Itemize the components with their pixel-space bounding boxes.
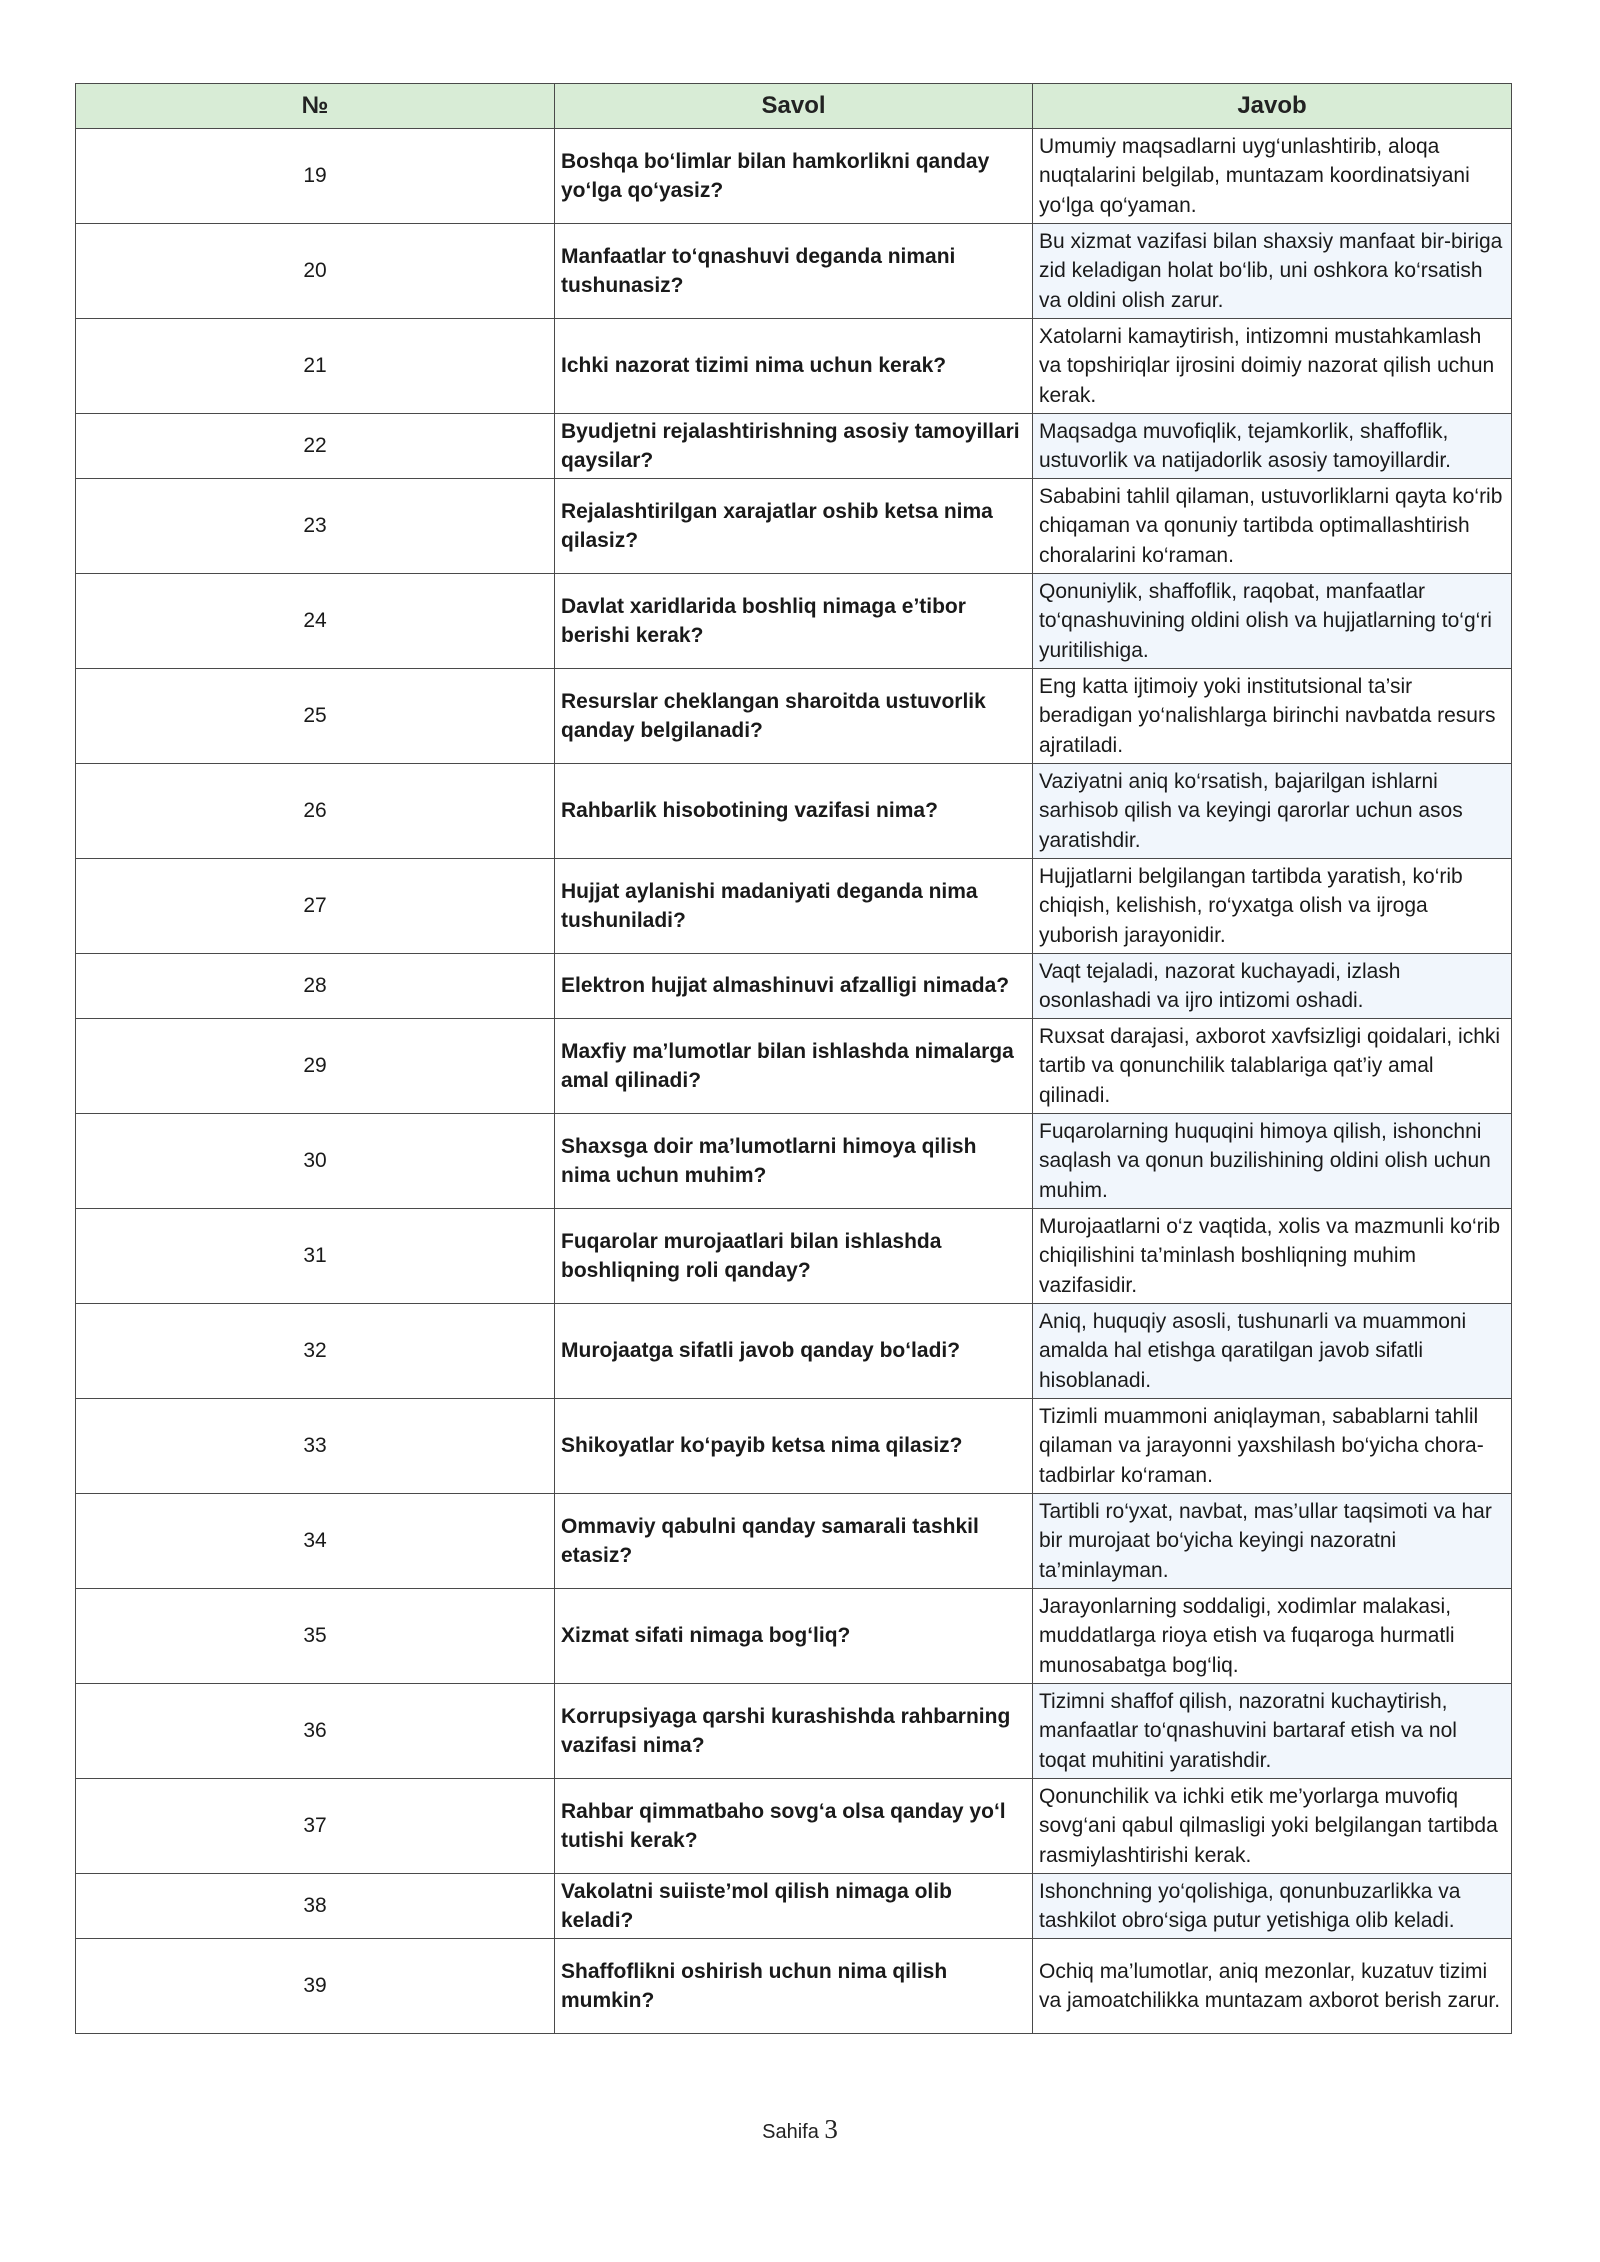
row-number: 34 [76, 1494, 555, 1589]
question-cell: Elektron hujjat almashinuvi afzalligi nimada? [555, 954, 1033, 1019]
answer-cell: Ochiq ma’lumotlar, aniq mezonlar, kuzatuv tizimi va jamoatchilikka muntazam axborot berish zarur. [1033, 1939, 1512, 2034]
row-number: 31 [76, 1209, 555, 1304]
answer-cell: Sababini tahlil qilaman, ustuvorliklarni qayta ko‘rib chiqaman va qonuniy tartibda optimallashtirish choralarini ko‘raman. [1033, 479, 1512, 574]
table-row [76, 1684, 1512, 1779]
page-number: 3 [824, 2114, 838, 2144]
answer-cell: Murojaatlarni o‘z vaqtida, xolis va mazmunli ko‘rib chiqilishini ta’minlash boshliqning muhim vazifasidir. [1033, 1209, 1512, 1304]
row-number: 25 [76, 669, 555, 764]
table-row [76, 224, 1512, 319]
question-cell: Fuqarolar murojaatlari bilan ishlashda boshliqning roli qanday? [555, 1209, 1033, 1304]
answer-cell: Bu xizmat vazifasi bilan shaxsiy manfaat bir-biriga zid keladigan holat bo‘lib, uni oshkora ko‘rsatish va oldini olish zarur. [1033, 224, 1512, 319]
answer-cell: Aniq, huquqiy asosli, tushunarli va muammoni amalda hal etishga qaratilgan javob sifatli hisoblanadi. [1033, 1304, 1512, 1399]
table-row [76, 1779, 1512, 1874]
answer-cell: Qonuniylik, shaffoflik, raqobat, manfaatlar to‘qnashuvining oldini olish va hujjatlarning to‘g‘ri yuritilishiga. [1033, 574, 1512, 669]
question-cell: Rejalashtirilgan xarajatlar oshib ketsa nima qilasiz? [555, 479, 1033, 574]
table-row [76, 1939, 1512, 2034]
answer-cell: Vaqt tejaladi, nazorat kuchayadi, izlash osonlashadi va ijro intizomi oshadi. [1033, 954, 1512, 1019]
answer-cell: Vaziyatni aniq ko‘rsatish, bajarilgan ishlarni sarhisob qilish va keyingi qarorlar uchun asos yaratishdir. [1033, 764, 1512, 859]
table-row [76, 479, 1512, 574]
header-answer: Javob [1033, 84, 1512, 129]
page-footer [0, 2114, 1600, 2145]
answer-cell: Tartibli ro‘yxat, navbat, mas’ullar taqsimoti va har bir murojaat bo‘yicha keyingi nazoratni ta’minlayman. [1033, 1494, 1512, 1589]
table-row [76, 1114, 1512, 1209]
table-row [76, 319, 1512, 414]
table-row [76, 859, 1512, 954]
answer-cell: Ishonchning yo‘qolishiga, qonunbuzarlikka va tashkilot obro‘siga putur yetishiga olib keladi. [1033, 1874, 1512, 1939]
question-cell: Byudjetni rejalashtirishning asosiy tamoyillari qaysilar? [555, 414, 1033, 479]
answer-cell: Hujjatlarni belgilangan tartibda yaratish, ko‘rib chiqish, kelishish, ro‘yxatga olish va ijroga yuborish jarayonidir. [1033, 859, 1512, 954]
row-number: 26 [76, 764, 555, 859]
table-row [76, 669, 1512, 764]
question-cell: Ommaviy qabulni qanday samarali tashkil etasiz? [555, 1494, 1033, 1589]
answer-cell: Jarayonlarning soddaligi, xodimlar malakasi, muddatlarga rioya etish va fuqaroga hurmatli munosabatga bog‘liq. [1033, 1589, 1512, 1684]
qa-table [75, 83, 1512, 2034]
question-cell: Shaffoflikni oshirish uchun nima qilish mumkin? [555, 1939, 1033, 2034]
table-row [76, 1494, 1512, 1589]
answer-cell: Tizimni shaffof qilish, nazoratni kuchaytirish, manfaatlar to‘qnashuvini bartaraf etish va nol toqat muhitini yaratishdir. [1033, 1684, 1512, 1779]
row-number: 24 [76, 574, 555, 669]
table-row [76, 764, 1512, 859]
row-number: 30 [76, 1114, 555, 1209]
question-cell: Vakolatni suiiste’mol qilish nimaga olib keladi? [555, 1874, 1033, 1939]
row-number: 39 [76, 1939, 555, 2034]
page-label: Sahifa [762, 2121, 819, 2143]
row-number: 21 [76, 319, 555, 414]
table-row [76, 574, 1512, 669]
row-number: 27 [76, 859, 555, 954]
table-header-row [76, 84, 1512, 129]
row-number: 22 [76, 414, 555, 479]
header-number: № [76, 84, 555, 129]
question-cell: Shaxsga doir ma’lumotlarni himoya qilish nima uchun muhim? [555, 1114, 1033, 1209]
header-question: Savol [555, 84, 1033, 129]
table-row [76, 1304, 1512, 1399]
document-page [75, 83, 1511, 2034]
table-row [76, 1019, 1512, 1114]
row-number: 23 [76, 479, 555, 574]
question-cell: Boshqa bo‘limlar bilan hamkorlikni qanday yo‘lga qo‘yasiz? [555, 129, 1033, 224]
answer-cell: Tizimli muammoni aniqlayman, sabablarni tahlil qilaman va jarayonni yaxshilash bo‘yicha chora-tadbirlar ko‘raman. [1033, 1399, 1512, 1494]
question-cell: Rahbar qimmatbaho sovg‘a olsa qanday yo‘l tutishi kerak? [555, 1779, 1033, 1874]
row-number: 35 [76, 1589, 555, 1684]
question-cell: Murojaatga sifatli javob qanday bo‘ladi? [555, 1304, 1033, 1399]
answer-cell: Eng katta ijtimoiy yoki institutsional ta’sir beradigan yo‘nalishlarga birinchi navbatda resurs ajratiladi. [1033, 669, 1512, 764]
table-row [76, 1209, 1512, 1304]
row-number: 28 [76, 954, 555, 1019]
answer-cell: Xatolarni kamaytirish, intizomni mustahkamlash va topshiriqlar ijrosini doimiy nazorat qilish uchun kerak. [1033, 319, 1512, 414]
table-row [76, 954, 1512, 1019]
question-cell: Ichki nazorat tizimi nima uchun kerak? [555, 319, 1033, 414]
question-cell: Korrupsiyaga qarshi kurashishda rahbarning vazifasi nima? [555, 1684, 1033, 1779]
question-cell: Davlat xaridlarida boshliq nimaga e’tibor berishi kerak? [555, 574, 1033, 669]
question-cell: Resurslar cheklangan sharoitda ustuvorlik qanday belgilanadi? [555, 669, 1033, 764]
table-row [76, 129, 1512, 224]
question-cell: Hujjat aylanishi madaniyati deganda nima tushuniladi? [555, 859, 1033, 954]
table-row [76, 414, 1512, 479]
answer-cell: Umumiy maqsadlarni uyg‘unlashtirib, aloqa nuqtalarini belgilab, muntazam koordinatsiyani yo‘lga qo‘yaman. [1033, 129, 1512, 224]
row-number: 36 [76, 1684, 555, 1779]
table-row [76, 1589, 1512, 1684]
row-number: 38 [76, 1874, 555, 1939]
row-number: 32 [76, 1304, 555, 1399]
row-number: 29 [76, 1019, 555, 1114]
answer-cell: Qonunchilik va ichki etik me’yorlarga muvofiq sovg‘ani qabul qilmasligi yoki belgilangan tartibda rasmiylashtirishi kerak. [1033, 1779, 1512, 1874]
question-cell: Manfaatlar to‘qnashuvi deganda nimani tushunasiz? [555, 224, 1033, 319]
question-cell: Xizmat sifati nimaga bog‘liq? [555, 1589, 1033, 1684]
question-cell: Maxfiy ma’lumotlar bilan ishlashda nimalarga amal qilinadi? [555, 1019, 1033, 1114]
table-row [76, 1399, 1512, 1494]
row-number: 37 [76, 1779, 555, 1874]
question-cell: Rahbarlik hisobotining vazifasi nima? [555, 764, 1033, 859]
row-number: 20 [76, 224, 555, 319]
answer-cell: Fuqarolarning huquqini himoya qilish, ishonchni saqlash va qonun buzilishining oldini olish uchun muhim. [1033, 1114, 1512, 1209]
table-row [76, 1874, 1512, 1939]
row-number: 33 [76, 1399, 555, 1494]
question-cell: Shikoyatlar ko‘payib ketsa nima qilasiz? [555, 1399, 1033, 1494]
answer-cell: Maqsadga muvofiqlik, tejamkorlik, shaffoflik, ustuvorlik va natijadorlik asosiy tamoyillardir. [1033, 414, 1512, 479]
answer-cell: Ruxsat darajasi, axborot xavfsizligi qoidalari, ichki tartib va qonunchilik talablariga qat’iy amal qilinadi. [1033, 1019, 1512, 1114]
row-number: 19 [76, 129, 555, 224]
